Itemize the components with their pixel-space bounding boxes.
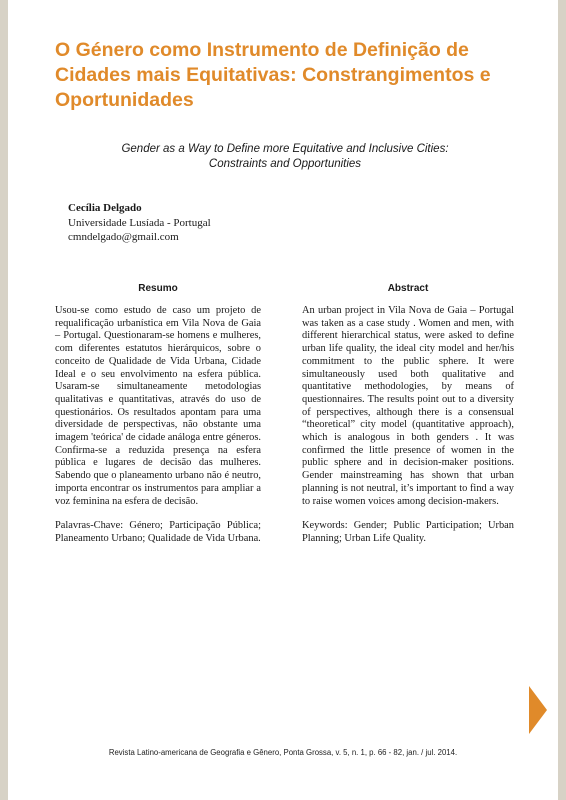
next-page-arrow-icon[interactable] <box>529 686 547 734</box>
resumo-body: Usou-se como estudo de caso um projeto de requalificação urbanística em Vila Nova de Gaia – Portugal. Questionaram-se homens e mulheres, com diferentes estatutos hierárquicos, sobre o conceito de Qualidade de Vida Urbana, Cidade Ideal e o seu envolvimento na esfera pública. Usaram-se simultaneamente metodologias qualitativas e quantitativas, através do uso de questionários. Os resultados apontam para uma diversidade de perspectivas, não obstante uma imagem 'teórica' de cidade análoga entre géneros. Confirma-se a reduzida presença na esfera pública e lugares de decisão das mulheres. Sabendo que o planeamento urbano não é neutro, importa encontrar os instrumentos para ampliar a voz feminina na esfera de decisão. <box>55 305 261 507</box>
author-block <box>68 201 211 245</box>
journal-footer: Revista Latino-americana de Geografia e Gênero, Ponta Grossa, v. 5, n. 1, p. 66 - 82, jan. / jul. 2014. <box>108 748 458 757</box>
resumo-column <box>55 282 261 546</box>
resumo-heading: Resumo <box>138 283 178 294</box>
abstract-heading: Abstract <box>387 283 429 294</box>
article-subtitle: Gender as a Way to Define more Equitative and Inclusive Cities: Constraints and Opportunities <box>121 143 449 170</box>
page-border-right <box>558 0 566 800</box>
author-email: cmndelgado@gmail.com <box>68 231 179 243</box>
abstract-body: An urban project in Vila Nova de Gaia – Portugal was taken as a case study . Women and men, with different hierarchical status, were asked to define urban life quality, the ideal city model and her/his commitment to the public sphere. It were simultaneously used both qualitative and quantitative methodologies, by means of questionnaires. The results point out to a diversity of perspectives, although there is a consensual “theoretical” city model (quantitative approach), which is analogous in both genders . It was confirmed the little presence of women in the public sphere and in decision-maker positions. Gender mainstreaming has shown that urban planning is not neutral, it’s important to find a way to raise women voices among decision-makers. <box>302 305 514 507</box>
author-affiliation: Universidade Lusíada - Portugal <box>68 216 211 229</box>
abstract-column <box>302 282 514 546</box>
author-name: Cecília Delgado <box>68 202 142 214</box>
resumo-keywords: Palavras-Chave: Género; Participação Pública; Planeamento Urbano; Qualidade de Vida Urbana. <box>55 520 261 544</box>
article-title: O Género como Instrumento de Definição de Cidades mais Equitativas: Constrangimentos e Oportunidades <box>55 39 491 111</box>
abstract-keywords: Keywords: Gender; Public Participation; Urban Planning; Urban Life Quality. <box>302 520 514 544</box>
page-border-left <box>0 0 8 800</box>
